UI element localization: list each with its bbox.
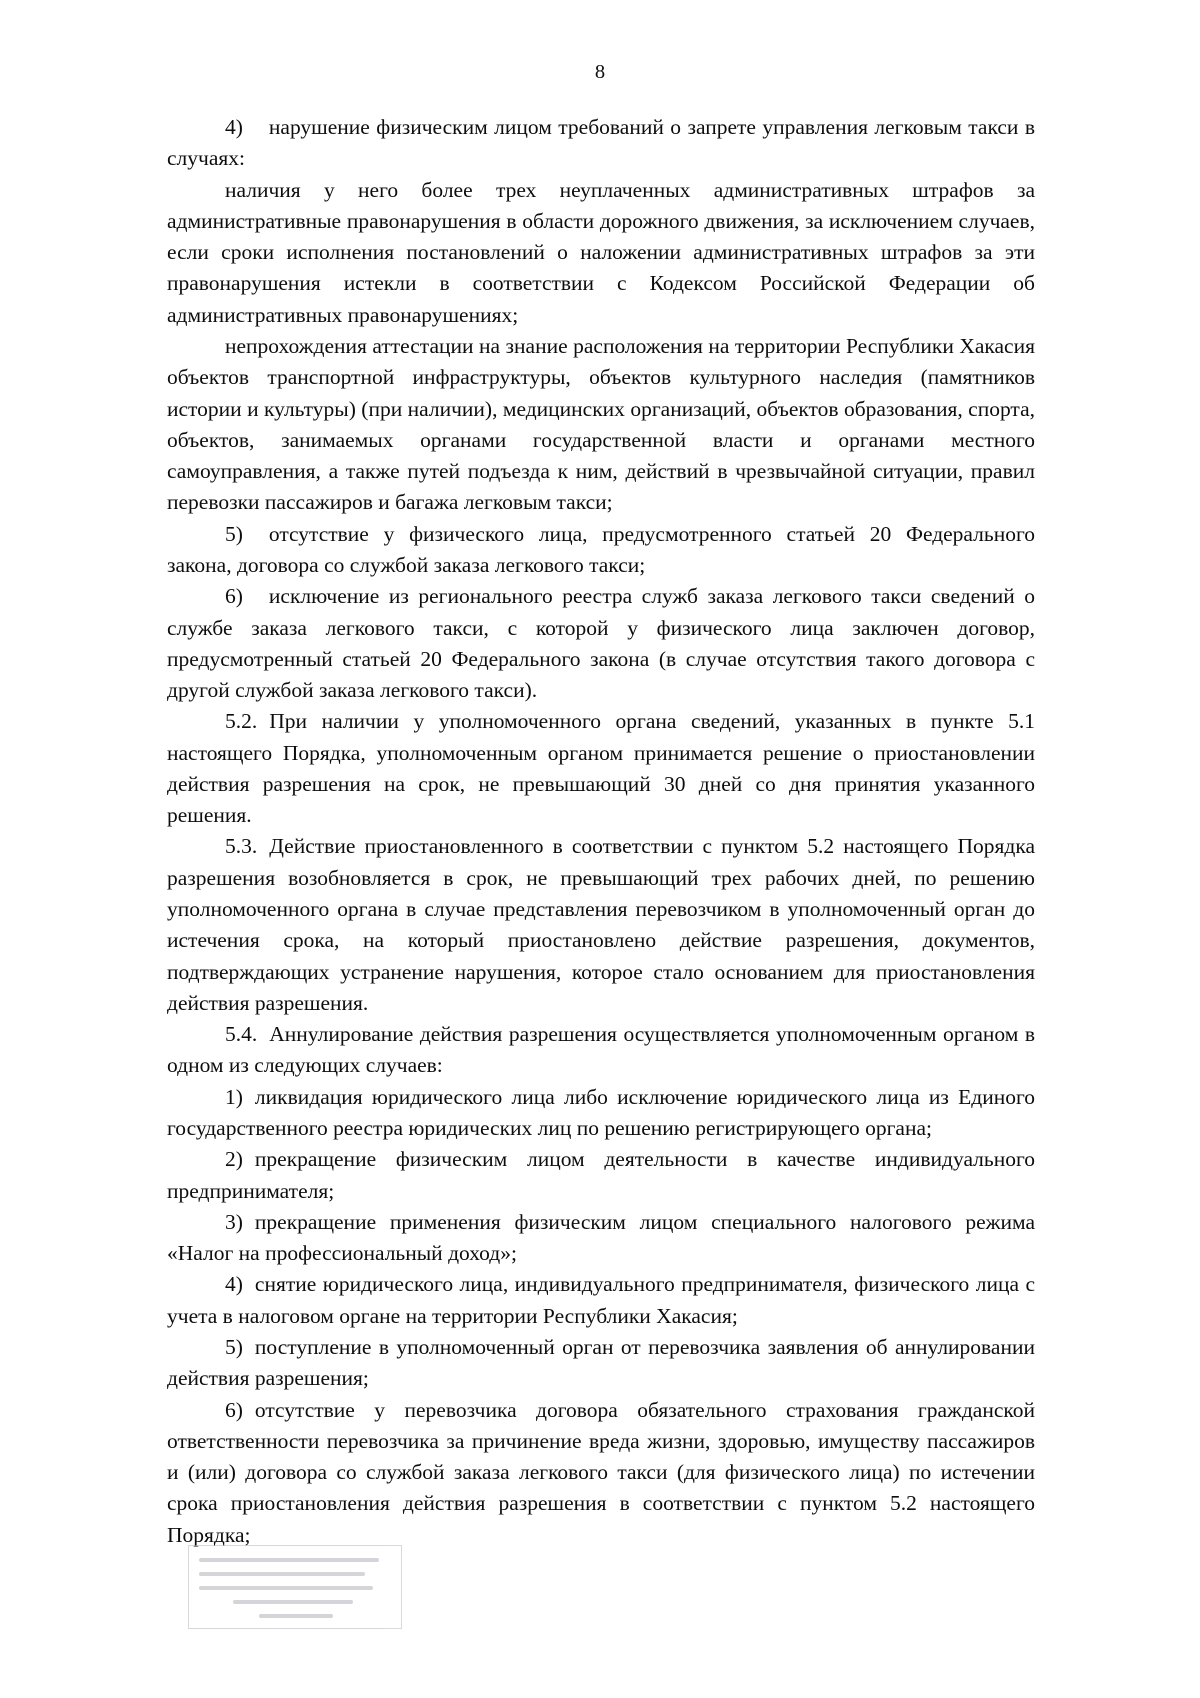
paragraph-clause-5-3 <box>167 831 1035 1019</box>
paragraph-text: снятие юридического лица, индивидуального предпринимателя, физического лица с учета в налоговом органе на территории Республики Хакасия; <box>167 1272 1035 1328</box>
paragraph-text: наличия у него более трех неуплаченных административных штрафов за административные правонарушения в области дорожного движения, за исключением случаев, если сроки исполнения постановлений о наложении административных штрафов за эти правонарушения истекли в соответствии с Кодексом Российской Федерации об административных правонарушениях; <box>167 177 1035 327</box>
paragraph-text: поступление в уполномоченный орган от перевозчика заявления об аннулировании действия разрешения; <box>167 1334 1035 1391</box>
paragraph-clause-5-2 <box>167 706 1035 831</box>
paragraph-text: отсутствие у перевозчика договора обязательного страхования гражданской ответственности перевозчика за причинение вреда жизни, здоровью, имуществу пассажиров и (или) договора со службой заказа легкового такси (для физического лица) по истечении срока приостановления действия разрешения в соответствии с пунктом 5.2 настоящего Порядка; <box>167 1397 1035 1547</box>
list-marker: 4) <box>225 1272 243 1297</box>
paragraph-text: прекращение физическим лицом деятельности в качестве индивидуального предпринимателя; <box>167 1147 1035 1203</box>
paragraph-clause-5-4 <box>167 1019 1035 1082</box>
paragraph-text: При наличии у уполномоченного органа сведений, указанных в пункте 5.1 настоящего Порядка, уполномоченным органом принимается решение о приостановлении действия разрешения на срок, не превышающий 30 дней со дня принятия указанного решения. <box>167 709 1035 828</box>
list-marker: 6) <box>225 1397 243 1422</box>
list-marker: 3) <box>225 1209 243 1234</box>
paragraph-text: отсутствие у физического лица, предусмотренного статьей 20 Федерального закона, договора со службой заказа легкового такси; <box>167 521 1035 577</box>
official-stamp-placeholder <box>188 1545 402 1629</box>
page-number: 8 <box>594 61 606 83</box>
document-body <box>167 112 1035 1551</box>
list-marker: 4) <box>225 115 243 139</box>
stamp-line <box>199 1558 379 1562</box>
paragraph-text: Действие приостановленного в соответствии с пунктом 5.2 настоящего Порядка разрешения возобновляется в срок, не превышающий трех рабочих дней, по решению уполномоченного органа в случае представления перевозчиком в уполномоченный орган до истечения срока, на который приостановлено действие разрешения, документов, подтверждающих устранение нарушения, которое стало основанием для приостановления действия разрешения. <box>167 834 1035 1015</box>
paragraph-clause-5-4-item-2 <box>167 1144 1035 1207</box>
paragraph-item-6-exclusion-registry <box>167 581 1035 706</box>
stamp-line <box>199 1586 373 1590</box>
paragraph-text: Аннулирование действия разрешения осуществляется уполномоченным органом в одном из следующих случаев: <box>167 1022 1035 1078</box>
stamp-line <box>233 1600 353 1604</box>
clause-number: 5.2. <box>225 709 258 734</box>
paragraph-clause-5-4-item-1 <box>167 1082 1035 1145</box>
list-marker: 5) <box>225 1334 243 1359</box>
paragraph-text: ликвидация юридического лица либо исключение юридического лица из Единого государственного реестра юридических лиц по решению регистрирующего органа; <box>167 1084 1035 1140</box>
paragraph-clause-5-4-item-4 <box>167 1269 1035 1332</box>
paragraph-item-4-sub-a <box>167 175 1035 331</box>
list-marker: 2) <box>225 1147 243 1172</box>
paragraph-item-4-prohibition <box>167 112 1035 175</box>
list-marker: 1) <box>225 1084 243 1109</box>
paragraph-item-4-sub-b <box>167 331 1035 519</box>
clause-number: 5.3. <box>225 834 258 859</box>
paragraph-clause-5-4-item-3 <box>167 1207 1035 1270</box>
clause-number: 5.4. <box>225 1022 258 1047</box>
paragraph-text: исключение из регионального реестра служб заказа легкового такси сведений о службе заказа легкового такси, с которой у физического лица заключен договор, предусмотренный статьей 20 Федерального закона (в случае отсутствия такого договора с другой службой заказа легкового такси). <box>167 584 1035 703</box>
paragraph-item-5-no-contract <box>167 519 1035 582</box>
paragraph-text: непрохождения аттестации на знание расположения на территории Республики Хакасия объектов транспортной инфраструктуры, объектов культурного наследия (памятников истории и культуры) (при наличии), медицинских организаций, объектов образования, спорта, объектов, занимаемых органами государственной власти и органами местного самоуправления, а также путей подъезда к ним, действий в чрезвычайной ситуации, правил перевозки пассажиров и багажа легковым такси; <box>167 333 1035 515</box>
paragraph-clause-5-4-item-6 <box>167 1395 1035 1551</box>
list-marker: 6) <box>225 584 243 609</box>
stamp-line <box>259 1614 333 1618</box>
stamp-line <box>199 1572 365 1576</box>
paragraph-text: нарушение физическим лицом требований о запрете управления легковым такси в случаях: <box>167 115 1035 171</box>
paragraph-clause-5-4-item-5 <box>167 1332 1035 1395</box>
paragraph-text: прекращение применения физическим лицом специального налогового режима «Налог на профессиональный доход»; <box>167 1209 1035 1266</box>
list-marker: 5) <box>225 521 243 546</box>
